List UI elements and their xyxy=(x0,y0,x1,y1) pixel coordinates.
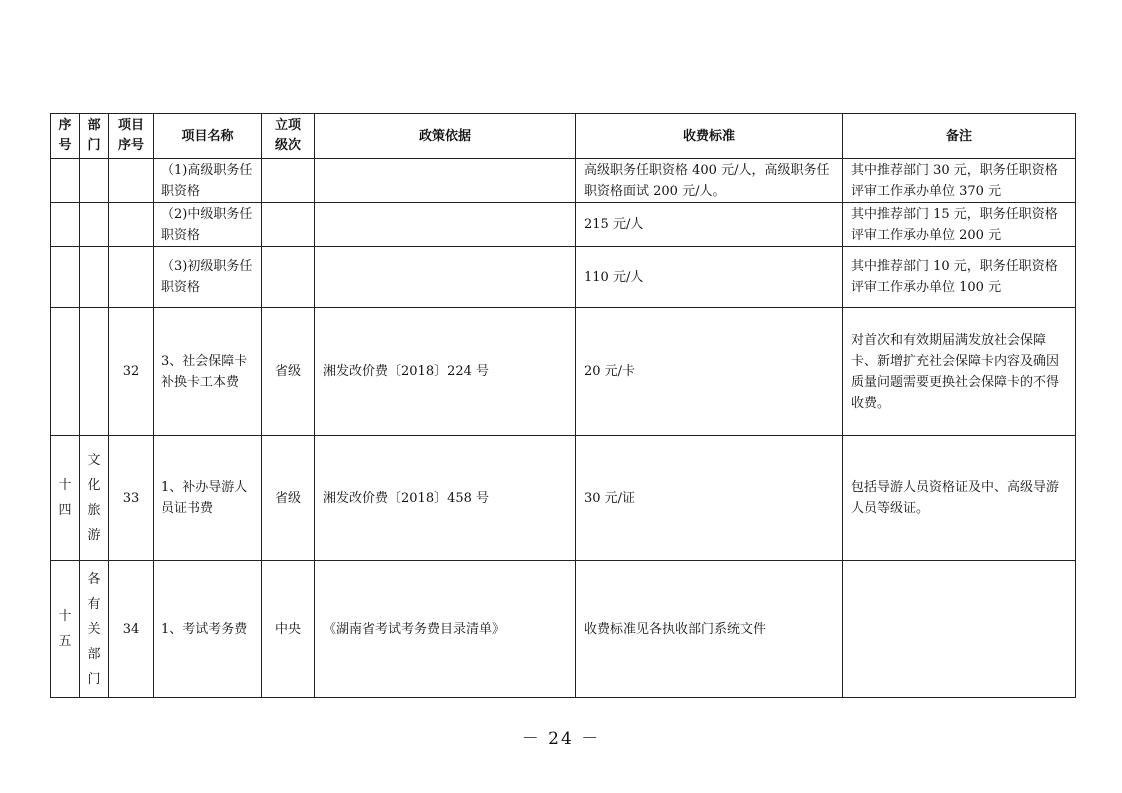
cell-note xyxy=(843,561,1076,698)
cell-seq-text: 十 五 xyxy=(58,609,72,649)
cell-level: 省级 xyxy=(262,436,315,561)
cell-item-no xyxy=(109,159,154,203)
cell-policy: 湘发改价费〔2018〕224 号 xyxy=(315,308,576,436)
cell-dept-text: 文 化 旅 游 xyxy=(87,453,101,543)
cell-level: 中央 xyxy=(262,561,315,698)
cell-policy xyxy=(315,159,576,203)
cell-note: 包括导游人员资格证及中、高级导游人员等级证。 xyxy=(843,436,1076,561)
cell-note: 其中推荐部门 30 元，职务任职资格评审工作承办单位 370 元 xyxy=(843,159,1076,203)
cell-seq xyxy=(51,436,80,561)
header-policy: 政策依据 xyxy=(315,114,576,159)
cell-policy: 《湖南省考试考务费目录清单》 xyxy=(315,561,576,698)
cell-item-no xyxy=(109,247,154,308)
header-item-name: 项目名称 xyxy=(154,114,262,159)
cell-level xyxy=(262,247,315,308)
cell-item-name: （3)初级职务任职资格 xyxy=(154,247,262,308)
header-note: 备注 xyxy=(843,114,1076,159)
cell-standard: 收费标准见各执收部门系统文件 xyxy=(576,561,843,698)
table-row xyxy=(51,159,1076,203)
header-standard: 收费标准 xyxy=(576,114,843,159)
header-seq xyxy=(51,114,80,159)
cell-item-name: 1、考试考务费 xyxy=(154,561,262,698)
cell-level: 省级 xyxy=(262,308,315,436)
cell-level xyxy=(262,159,315,203)
cell-seq xyxy=(51,308,80,436)
cell-dept xyxy=(80,247,109,308)
cell-item-name: 1、补办导游人员证书费 xyxy=(154,436,262,561)
cell-item-no xyxy=(109,203,154,247)
page-number: － 24 － xyxy=(521,729,601,749)
header-dept-text: 部 门 xyxy=(87,118,101,153)
cell-item-name: （2)中级职务任职资格 xyxy=(154,203,262,247)
cell-standard: 30 元/证 xyxy=(576,436,843,561)
cell-dept xyxy=(80,561,109,698)
cell-standard: 高级职务任职资格 400 元/人，高级职务任职资格面试 200 元/人。 xyxy=(576,159,843,203)
table-row xyxy=(51,203,1076,247)
cell-standard: 110 元/人 xyxy=(576,247,843,308)
cell-seq xyxy=(51,247,80,308)
table-row xyxy=(51,561,1076,698)
cell-item-no: 33 xyxy=(109,436,154,561)
cell-note: 其中推荐部门 10 元，职务任职资格评审工作承办单位 100 元 xyxy=(843,247,1076,308)
cell-dept xyxy=(80,203,109,247)
header-dept xyxy=(80,114,109,159)
cell-item-no: 32 xyxy=(109,308,154,436)
cell-seq xyxy=(51,203,80,247)
header-seq-text: 序 号 xyxy=(58,118,72,153)
table-row xyxy=(51,247,1076,308)
table-row xyxy=(51,308,1076,436)
header-level: 立项 级次 xyxy=(262,114,315,159)
header-item-no: 项目 序号 xyxy=(109,114,154,159)
cell-level xyxy=(262,203,315,247)
cell-item-name: 3、社会保障卡补换卡工本费 xyxy=(154,308,262,436)
cell-policy xyxy=(315,247,576,308)
cell-policy xyxy=(315,203,576,247)
cell-seq-text: 十 四 xyxy=(58,478,72,518)
cell-dept-text: 各 有 关 部 门 xyxy=(87,571,101,687)
cell-seq xyxy=(51,159,80,203)
cell-item-name: （1)高级职务任职资格 xyxy=(154,159,262,203)
cell-standard: 215 元/人 xyxy=(576,203,843,247)
cell-item-no: 34 xyxy=(109,561,154,698)
table-row xyxy=(51,436,1076,561)
cell-note: 其中推荐部门 15 元，职务任职资格评审工作承办单位 200 元 xyxy=(843,203,1076,247)
header-row xyxy=(51,114,1076,159)
fee-table xyxy=(50,113,1076,698)
cell-seq xyxy=(51,561,80,698)
cell-note: 对首次和有效期届满发放社会保障卡、新增扩充社会保障卡内容及确因质量问题需要更换社会保障卡的不得收费。 xyxy=(843,308,1076,436)
cell-dept xyxy=(80,436,109,561)
cell-dept xyxy=(80,308,109,436)
cell-standard: 20 元/卡 xyxy=(576,308,843,436)
cell-dept xyxy=(80,159,109,203)
cell-policy: 湘发改价费〔2018〕458 号 xyxy=(315,436,576,561)
